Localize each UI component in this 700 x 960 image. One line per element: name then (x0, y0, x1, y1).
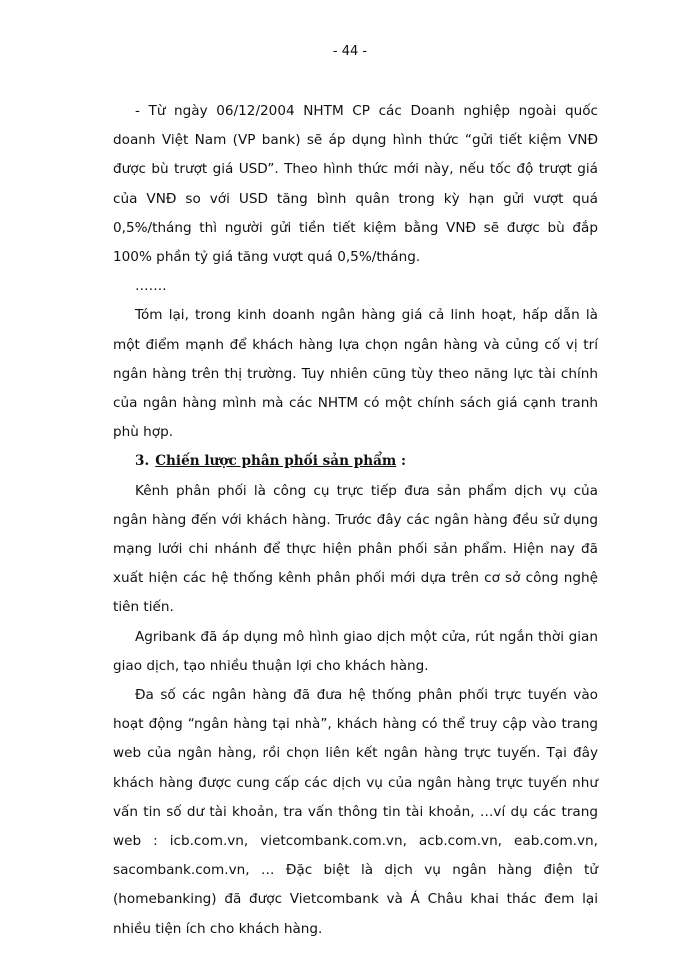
paragraph-agribank: Agribank đã áp dụng mô hình giao dịch một cửa, rút ngắn thời gian giao dịch, tạo nhiều thuận lợi cho khách hàng. (113, 628, 598, 674)
paragraph-summary: Tóm lại, trong kinh doanh ngân hàng giá cả linh hoạt, hấp dẫn là một điểm mạnh để khách hàng lựa chọn ngân hàng và củng cố vị trí ngân hàng trên thị trường. Tuy nhiên cũng tùy theo năng lực tài chính của ngân hàng mình mà các NHTM có một chính sách giá cạnh tranh phù hợp. (113, 307, 598, 441)
paragraph-online-banking: Đa số các ngân hàng đã đưa hệ thống phân phối trực tuyến vào hoạt động “ngân hàng tại nhà”, khách hàng có thể truy cập vào trang web của ngân hàng, rồi chọn liên kết ngân hàng trực tuyến. Tại đây khách hàng được cung cấp các dịch vụ của ngân hàng trực tuyến như vấn tin số dư tài khoản, tra vấn thông tin tài khoản, …ví dụ các trang web : icb.com.vn, vietcombank.com.vn, acb.com.vn, eab.com.vn, sacombank.com.vn, … Đặc biệt là dịch vụ ngân hàng điện tử (homebanking) đã được Vietcombank và Á Châu khai thác đem lại nhiều tiện ích cho khách hàng. (113, 687, 598, 937)
page-number: - 44 - (332, 44, 368, 59)
paragraph-ellipsis: ……. (135, 278, 167, 295)
section-number: 3. (135, 453, 150, 470)
document-body (113, 97, 598, 944)
section-title: Chiến lược phân phối sản phẩm (155, 453, 397, 470)
section-heading (113, 447, 598, 476)
paragraph-distribution-channel: Kênh phân phối là công cụ trực tiếp đưa sản phẩm dịch vụ của ngân hàng đến với khách hàng. Trước đây các ngân hàng đều sử dụng mạng lưới chi nhánh để thực hiện phân phối sản phẩm. Hiện nay đã xuất hiện các hệ thống kênh phân phối mới dựa trên cơ sở công nghệ tiên tiến. (113, 482, 598, 616)
section-title-suffix: : (396, 453, 407, 470)
paragraph-vpbank-savings: - Từ ngày 06/12/2004 NHTM CP các Doanh nghiệp ngoài quốc doanh Việt Nam (VP bank) sẽ áp dụng hình thức “gửi tiết kiệm VNĐ được bù trượt giá USD”. Theo hình thức mới này, nếu tốc độ trượt giá của VNĐ so với USD tăng bình quân trong kỳ hạn gửi vượt quá 0,5%/tháng thì người gửi tiền tiết kiệm bằng VNĐ sẽ được bù đắp 100% phần tỷ giá tăng vượt quá 0,5%/tháng. (113, 103, 598, 266)
